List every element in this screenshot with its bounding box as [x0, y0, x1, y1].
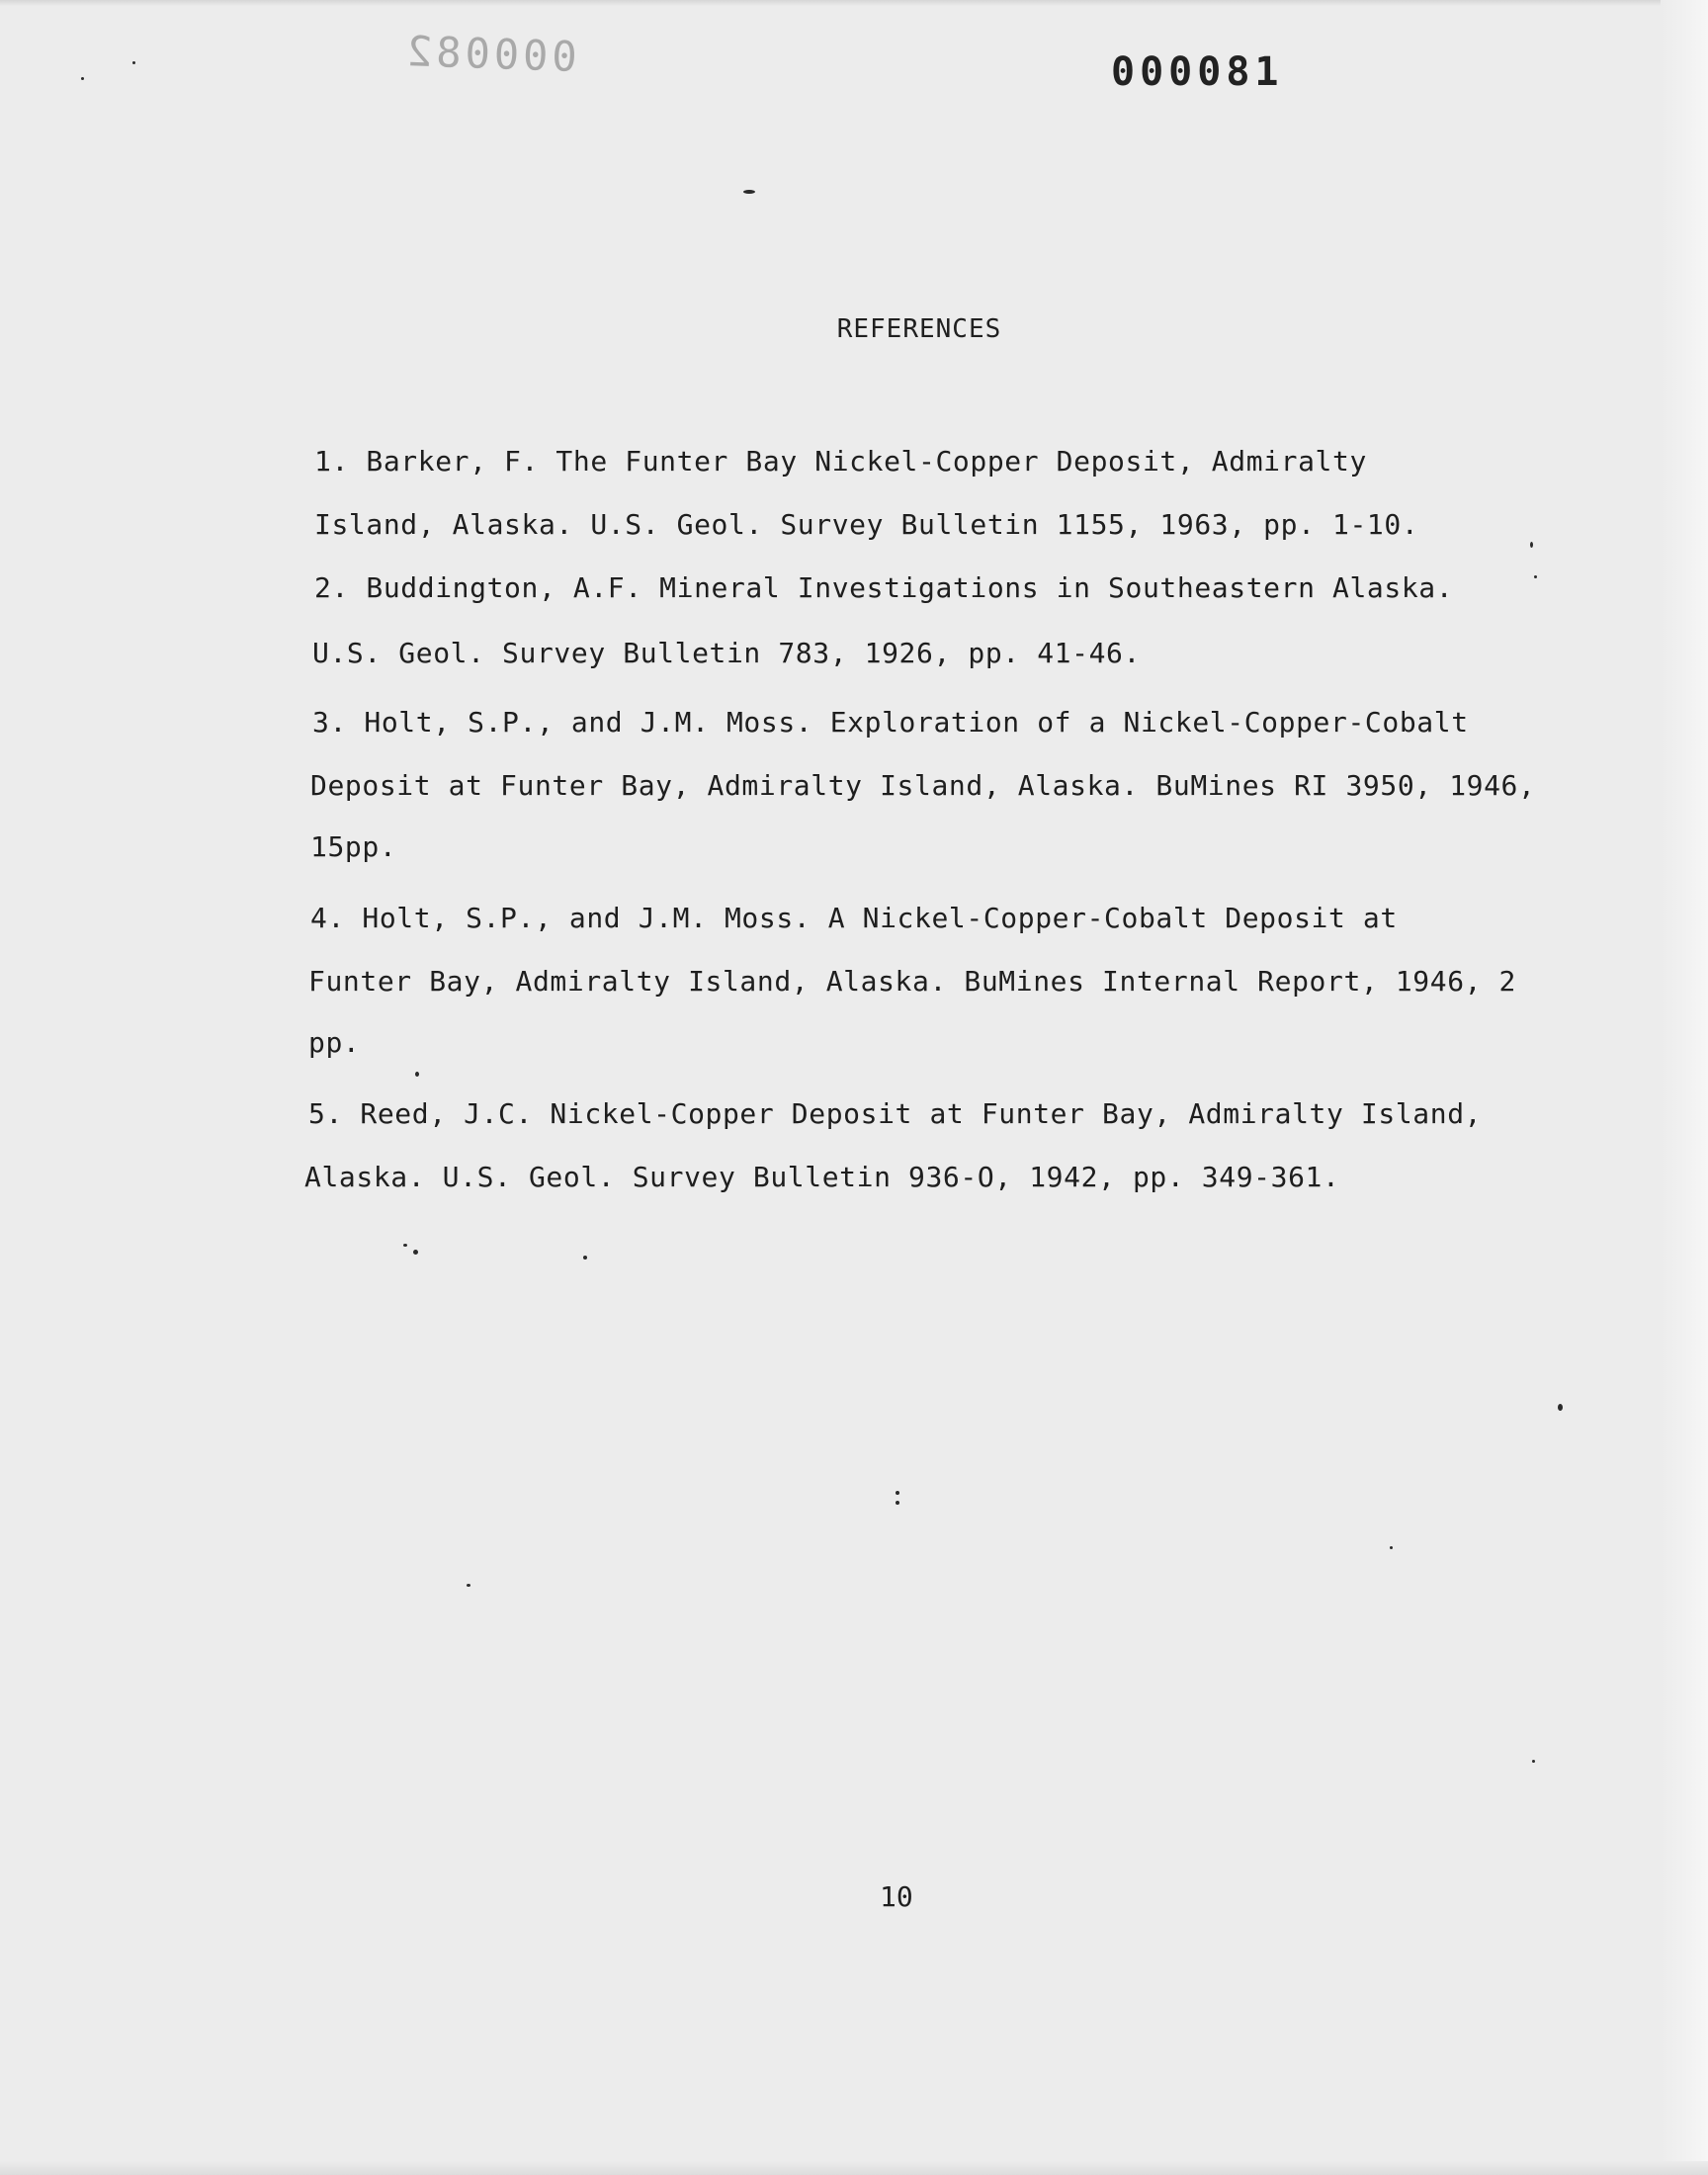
reference-2-line-2: U.S. Geol. Survey Bulletin 783, 1926, pp. 41-46. [312, 637, 1141, 669]
scan-speck [415, 1072, 419, 1077]
scan-speck [81, 77, 84, 80]
references-heading: REFERENCES [836, 314, 1002, 344]
scan-speck [1558, 1404, 1563, 1411]
scan-speck [1530, 542, 1533, 548]
reference-3-line-2: Deposit at Funter Bay, Admiralty Island, Alaska. BuMines RI 3950, 1946, [310, 769, 1536, 802]
reference-4-line-1: 4. Holt, S.P., and J.M. Moss. A Nickel-Copper-Cobalt Deposit at [310, 902, 1398, 934]
reference-4-line-3: pp. [308, 1026, 361, 1059]
scan-speck [1534, 575, 1537, 578]
reference-3-line-1: 3. Holt, S.P., and J.M. Moss. Exploration of a Nickel-Copper-Cobalt [312, 706, 1469, 739]
scan-speck [583, 1256, 587, 1260]
scan-speck [1532, 1760, 1535, 1763]
reference-3-line-3: 15pp. [310, 830, 397, 863]
page-number: 10 [880, 1880, 913, 1913]
reference-2-line-1: 2. Buddington, A.F. Mineral Investigations in Southeastern Alaska. [314, 571, 1454, 604]
reference-4-line-2: Funter Bay, Admiralty Island, Alaska. BuMines Internal Report, 1946, 2 [308, 965, 1517, 998]
reference-5-line-1: 5. Reed, J.C. Nickel-Copper Deposit at Funter Bay, Admiralty Island, [308, 1097, 1483, 1130]
document-stamp-number: 000081 [1111, 49, 1284, 95]
scan-edge-bottom [0, 2161, 1708, 2175]
scan-speck [413, 1250, 418, 1255]
reference-1-line-2: Island, Alaska. U.S. Geol. Survey Bulletin 1155, 1963, pp. 1-10. [314, 508, 1419, 541]
reference-5-line-2: Alaska. U.S. Geol. Survey Bulletin 936-O, 1942, pp. 349-361. [304, 1161, 1340, 1193]
scan-speck [403, 1244, 407, 1247]
scan-speck [467, 1584, 470, 1587]
scan-speck [896, 1501, 899, 1505]
scan-speck [1390, 1546, 1393, 1549]
scan-speck [743, 190, 755, 194]
scan-edge-top [0, 0, 1708, 6]
scan-speck [896, 1491, 899, 1495]
scan-speck [132, 61, 135, 64]
mirrored-bleed-through-stamp: 000082 [402, 26, 578, 82]
reference-1-line-1: 1. Barker, F. The Funter Bay Nickel-Copper Deposit, Admiralty [314, 445, 1367, 478]
